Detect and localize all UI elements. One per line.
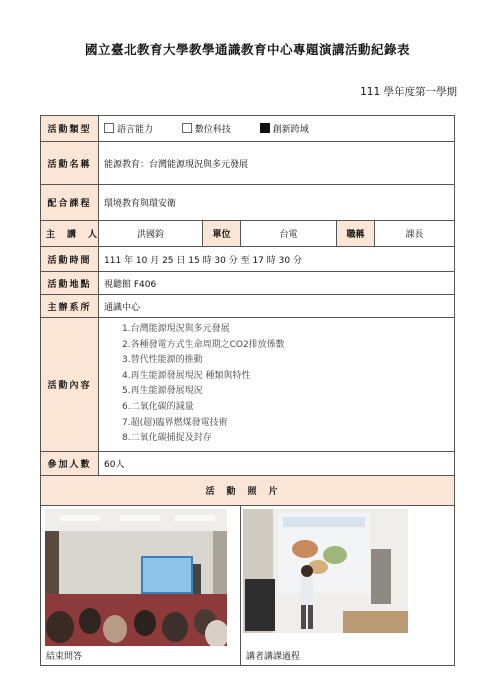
option-language-label: 語言能力 bbox=[117, 125, 154, 135]
row-activity-name bbox=[41, 142, 455, 185]
checkbox-language[interactable] bbox=[104, 123, 114, 133]
activity-type-options bbox=[99, 116, 455, 142]
organizer-value: 通識中心 bbox=[99, 295, 455, 318]
list-item: 8.二氧化碳捕捉及封存 bbox=[122, 433, 212, 444]
row-organizer bbox=[41, 295, 455, 318]
option-digital-label: 數位科技 bbox=[194, 125, 231, 135]
row-speaker bbox=[41, 221, 455, 247]
photo-speaker-lecture bbox=[243, 509, 408, 633]
attendance-value: 60人 bbox=[99, 451, 455, 475]
photo-caption-right: 講者講課過程 bbox=[246, 651, 301, 662]
row-attendance bbox=[41, 451, 455, 475]
photo-cell-left bbox=[41, 505, 241, 665]
option-language[interactable] bbox=[104, 122, 153, 135]
row-time bbox=[41, 247, 455, 272]
list-item: 6.二氧化碳的減量 bbox=[122, 401, 194, 412]
photo-qa-session bbox=[45, 509, 227, 646]
time-value: 111 年 10 月 25 日 15 時 30 分 至 17 時 30 分 bbox=[99, 247, 455, 272]
list-item: 7.超(超)臨界燃煤發電技術 bbox=[122, 417, 228, 428]
list-item: 1.台灣能源現況與多元發展 bbox=[122, 324, 230, 334]
course-value: 環境教育與環安衛 bbox=[99, 185, 455, 221]
label-location: 活動地點 bbox=[41, 272, 99, 295]
content-cell bbox=[99, 318, 455, 452]
label-unit: 單位 bbox=[203, 221, 241, 247]
photo-cell-right bbox=[241, 505, 455, 665]
label-attendance: 參加人數 bbox=[41, 451, 99, 475]
semester: 111 學年度第一學期 bbox=[360, 86, 457, 98]
photo-qa-image bbox=[45, 509, 227, 646]
row-photos bbox=[41, 505, 455, 665]
page-title: 國立臺北教育大學教學通識教育中心專題演講活動紀錄表 bbox=[84, 42, 410, 57]
position-value: 課長 bbox=[375, 221, 455, 247]
list-item: 3.替代性能源的推動 bbox=[122, 355, 203, 366]
photo-section-heading: 活動照片 bbox=[41, 475, 455, 505]
record-table bbox=[40, 115, 455, 666]
row-activity-type bbox=[41, 116, 455, 142]
unit-value: 台電 bbox=[241, 221, 337, 247]
row-content bbox=[41, 318, 455, 452]
checkbox-digital[interactable] bbox=[182, 123, 192, 133]
label-organizer: 主辦系所 bbox=[41, 295, 99, 318]
content-list bbox=[104, 318, 449, 451]
row-course bbox=[41, 185, 455, 221]
list-item: 5.再生能源發展現況 bbox=[122, 386, 203, 397]
label-activity-type: 活動類型 bbox=[41, 116, 99, 142]
checkbox-innovation[interactable] bbox=[260, 123, 270, 133]
option-digital[interactable] bbox=[182, 122, 231, 135]
label-content: 活動內容 bbox=[41, 318, 99, 452]
option-innovation[interactable] bbox=[260, 122, 309, 135]
option-innovation-label: 創新跨域 bbox=[272, 125, 309, 135]
photo-lecture-image bbox=[243, 509, 408, 633]
label-activity-name: 活動名稱 bbox=[41, 142, 99, 185]
label-course: 配合課程 bbox=[41, 185, 99, 221]
label-speaker: 主講人 bbox=[41, 221, 99, 247]
photo-caption-left: 結束問答 bbox=[46, 651, 83, 662]
activity-name-value: 能源教育：台灣能源現況與多元發展 bbox=[99, 142, 455, 185]
row-photo-header bbox=[41, 475, 455, 505]
list-item: 2.各種發電方式生命周期之CO2排放係數 bbox=[122, 339, 285, 350]
row-location bbox=[41, 272, 455, 295]
label-position: 職稱 bbox=[337, 221, 375, 247]
speaker-name: 洪國鈞 bbox=[99, 221, 203, 247]
label-time: 活動時間 bbox=[41, 247, 99, 272]
location-value: 視聽館 F406 bbox=[99, 272, 455, 295]
list-item: 4.再生能源發展現況 種類與特性 bbox=[122, 370, 251, 381]
